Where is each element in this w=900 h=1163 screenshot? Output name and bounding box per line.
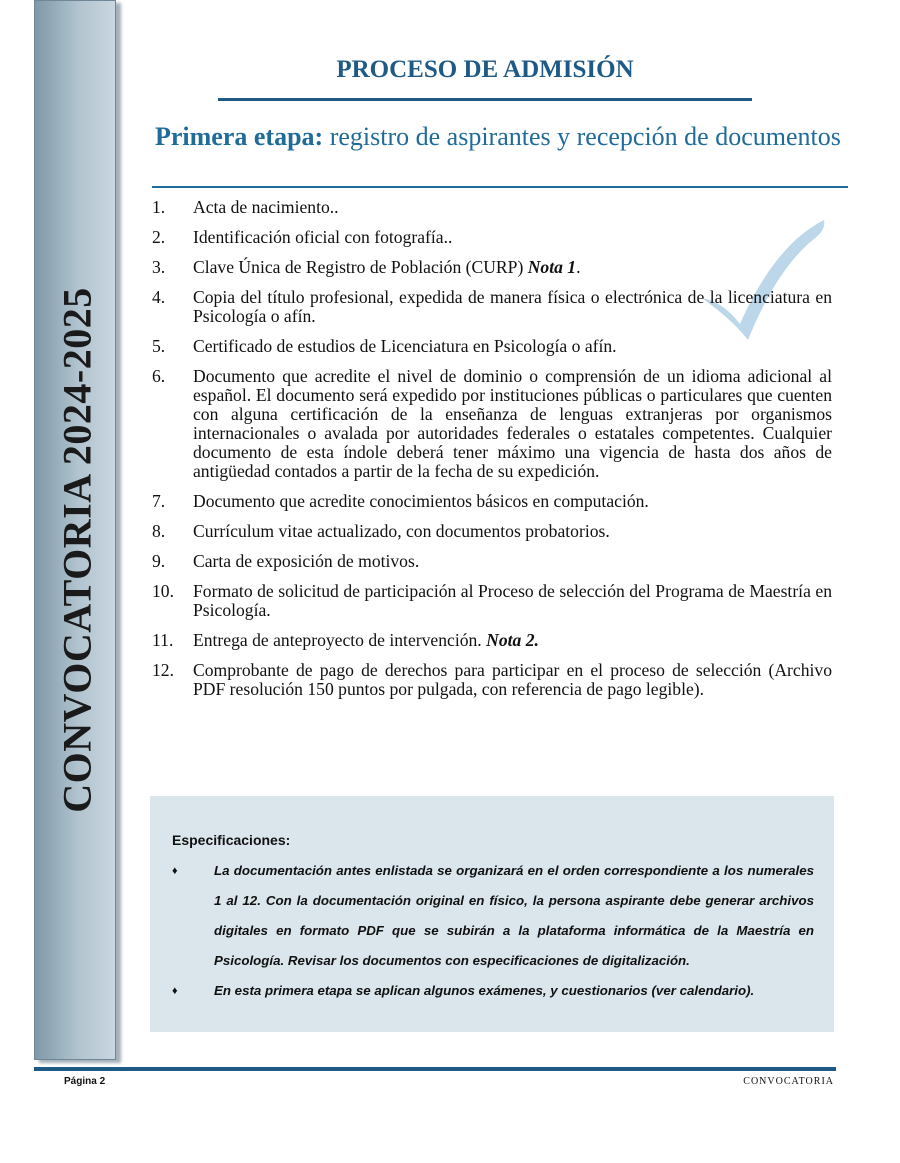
list-item-text xyxy=(193,337,832,356)
list-item xyxy=(152,198,832,217)
list-item-text xyxy=(193,661,832,699)
list-item-body: Currículum vitae actualizado, con documentos probatorios. xyxy=(193,521,610,541)
spec-item-text: La documentación antes enlistada se organizará en el orden correspondiente a los numerales 1 al 12. Con la documentación original en físico, la persona aspirante debe generar archivos digitales en formato PDF que se subirán a la plataforma informática de la Maestría en Psicología. Revisar los documentos con especificaciones de digitalización. xyxy=(214,863,814,968)
list-item-number: 11. xyxy=(152,630,174,650)
list-item-text xyxy=(193,492,832,511)
section-title xyxy=(155,123,855,151)
spec-item xyxy=(172,976,814,1006)
footer-divider xyxy=(34,1067,836,1071)
list-item-body: Documento que acredite el nivel de dominio o comprensión de un idioma adicional al español. El documento será expedido por instituciones públicas o particulares que cuenten con alguna certificación de la enseñanza de lenguas extranjeras por organismos internacionales o avalada por autoridades federales o estatales competentes. Cualquier documento de esta índole deberá tener máximo una vigencia de hasta dos años de antigüedad contados a partir de la fecha de su expedición. xyxy=(193,366,832,481)
list-item-number: 5. xyxy=(152,336,166,356)
list-item xyxy=(152,582,832,620)
list-item-text xyxy=(193,522,832,541)
spec-item-text: En esta primera etapa se aplican algunos exámenes, y cuestionarios (ver calendario). xyxy=(214,983,755,998)
list-item xyxy=(152,258,832,277)
list-item-body: Carta de exposición de motivos. xyxy=(193,551,420,571)
list-item xyxy=(152,661,832,699)
section-divider xyxy=(152,186,848,188)
list-item-number: 4. xyxy=(152,287,166,307)
list-item-text xyxy=(193,228,832,247)
list-item-body: Documento que acredite conocimientos básicos en computación. xyxy=(193,491,649,511)
specifications-list xyxy=(172,856,814,1006)
list-item-body: Certificado de estudios de Licenciatura en Psicología o afín. xyxy=(193,336,617,356)
list-item xyxy=(152,337,832,356)
page-number: Página 2 xyxy=(64,1076,106,1087)
list-item-body: Formato de solicitud de participación al Proceso de selección del Programa de Maestría en Psicología. xyxy=(193,581,832,620)
list-item-text xyxy=(193,198,832,217)
list-item xyxy=(152,288,832,326)
list-item-number: 3. xyxy=(152,257,166,277)
list-item xyxy=(152,631,832,650)
diamond-bullet-icon: ♦ xyxy=(172,985,178,997)
list-item-note: Nota 2. xyxy=(486,630,539,650)
list-item-number: 12. xyxy=(152,660,174,680)
list-item-number: 10. xyxy=(152,581,174,601)
section-title-bold: Primera etapa: xyxy=(155,122,324,151)
spec-item xyxy=(172,856,814,976)
list-item-body: Copia del título profesional, expedida de manera física o electrónica de la licenciatura en Psicología o afín. xyxy=(193,287,832,326)
list-item-body: Identificación oficial con fotografía.. xyxy=(193,227,453,247)
list-item-number: 7. xyxy=(152,491,166,511)
list-item-number: 6. xyxy=(152,366,166,386)
list-item xyxy=(152,492,832,511)
list-item-text xyxy=(193,582,832,620)
diamond-bullet-icon: ♦ xyxy=(172,865,178,877)
list-item-body: Clave Única de Registro de Población (CURP) xyxy=(193,257,528,277)
list-item-body: Entrega de anteproyecto de intervención. xyxy=(193,630,487,650)
list-item-text xyxy=(193,288,832,326)
list-item-number: 8. xyxy=(152,521,166,541)
list-item xyxy=(152,367,832,481)
document-list xyxy=(152,198,832,710)
list-item-text xyxy=(193,367,832,481)
sidebar-label: CONVOCATORIA 2024-2025 xyxy=(54,287,100,813)
list-item-tail: . xyxy=(576,257,581,277)
list-item xyxy=(152,522,832,541)
section-title-rest: registro de aspirantes y recepción de documentos xyxy=(323,122,841,151)
list-item-text xyxy=(193,552,832,571)
list-item-text xyxy=(193,631,832,650)
specifications-title: Especificaciones: xyxy=(172,832,291,848)
list-item-body: Acta de nacimiento.. xyxy=(193,197,339,217)
list-item xyxy=(152,552,832,571)
title-divider xyxy=(218,98,752,101)
list-item-note: Nota 1 xyxy=(527,257,577,277)
specifications-box xyxy=(150,796,834,1032)
list-item-number: 2. xyxy=(152,227,166,247)
list-item-number: 9. xyxy=(152,551,166,571)
list-item-number: 1. xyxy=(152,197,166,217)
list-item xyxy=(152,228,832,247)
list-item-text xyxy=(193,258,832,277)
footer-label: CONVOCATORIA xyxy=(743,1076,834,1087)
page-title: PROCESO DE ADMISIÓN xyxy=(336,56,634,83)
list-item-body: Comprobante de pago de derechos para participar en el proceso de selección (Archivo PDF resolución 150 puntos por pulgada, con referencia de pago legible). xyxy=(193,660,832,699)
